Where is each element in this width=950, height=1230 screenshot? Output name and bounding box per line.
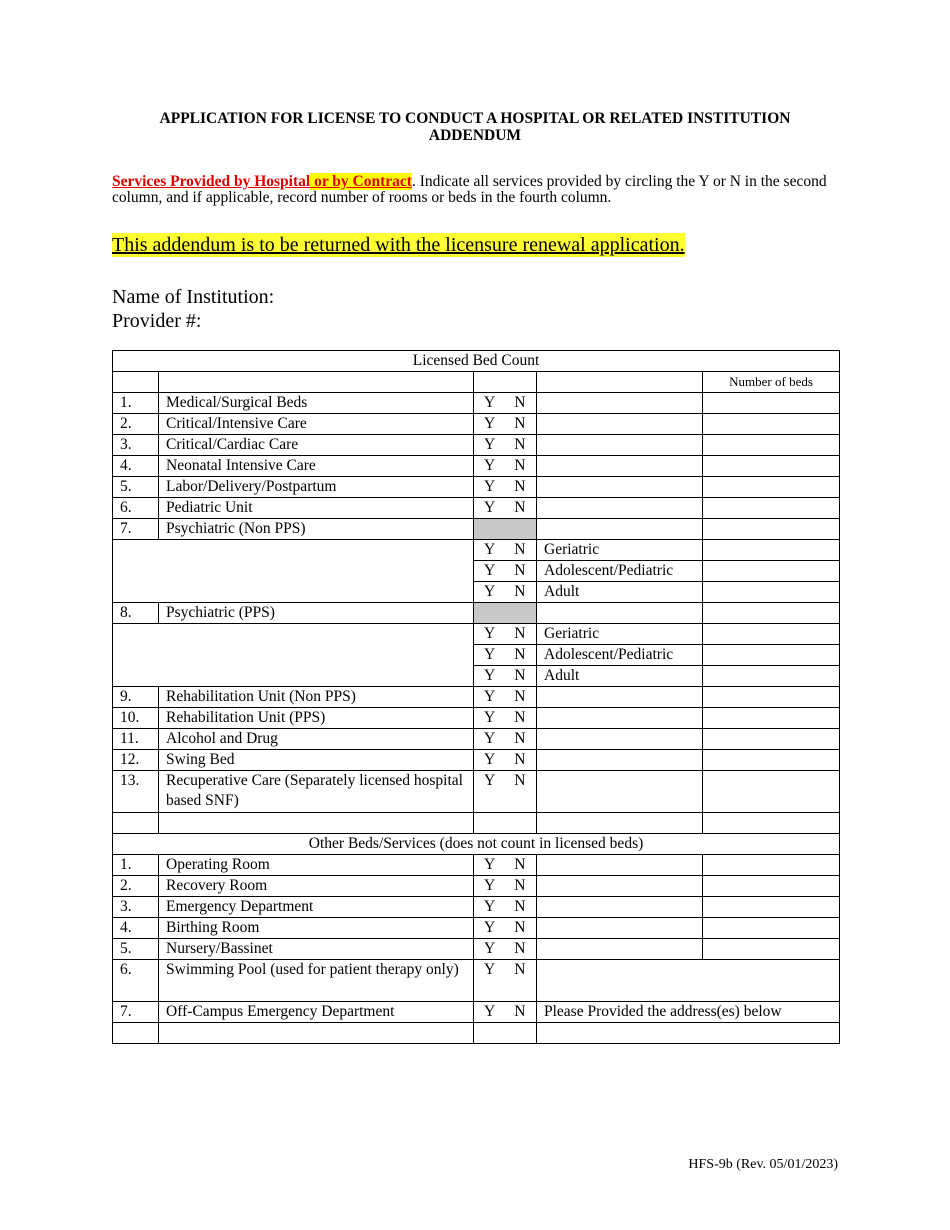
table-row xyxy=(113,603,840,624)
row-number: 5. xyxy=(113,477,159,498)
yes-option[interactable]: Y xyxy=(484,646,496,663)
yes-no-choice[interactable] xyxy=(474,414,537,435)
row-number: 1. xyxy=(113,393,159,414)
yes-no-choice[interactable] xyxy=(474,666,537,687)
row-label: Pediatric Unit xyxy=(159,498,474,519)
yes-no-choice[interactable] xyxy=(474,897,537,918)
sub-category-label: Adult xyxy=(537,582,703,603)
room-count-cell[interactable] xyxy=(537,477,703,498)
licensed-header-row xyxy=(113,351,840,372)
row-label: Rehabilitation Unit (PPS) xyxy=(159,708,474,729)
no-option[interactable]: N xyxy=(514,499,526,516)
no-option[interactable]: N xyxy=(514,961,526,978)
room-count-cell[interactable] xyxy=(537,939,703,960)
table-row xyxy=(113,855,840,876)
yes-no-choice[interactable] xyxy=(474,771,537,813)
no-option[interactable]: N xyxy=(514,1003,526,1020)
no-option[interactable]: N xyxy=(514,730,526,747)
table-row xyxy=(113,708,840,729)
table-row xyxy=(113,1002,840,1023)
beds-count-cell[interactable] xyxy=(703,582,840,603)
yes-no-choice[interactable] xyxy=(474,624,537,645)
room-count-cell[interactable] xyxy=(537,876,703,897)
room-count-cell[interactable] xyxy=(537,771,703,813)
yes-option[interactable]: Y xyxy=(484,541,496,558)
blank-cell xyxy=(537,813,703,834)
row-number: 2. xyxy=(113,414,159,435)
yes-no-choice[interactable] xyxy=(474,582,537,603)
provider-number-label: Provider #: xyxy=(112,310,202,332)
blank-cell xyxy=(537,372,703,393)
sub-category-label: Adult xyxy=(537,666,703,687)
yes-no-choice[interactable] xyxy=(474,708,537,729)
yes-no-choice[interactable] xyxy=(474,435,537,456)
page-title xyxy=(112,110,838,144)
beds-count-cell[interactable] xyxy=(703,645,840,666)
table-row xyxy=(113,393,840,414)
row-number: 5. xyxy=(113,939,159,960)
spacer-row xyxy=(113,813,840,834)
shaded-cell xyxy=(474,603,537,624)
beds-count-cell[interactable] xyxy=(703,876,840,897)
row-label: Operating Room xyxy=(159,855,474,876)
yes-no-choice[interactable] xyxy=(474,561,537,582)
row-number: 7. xyxy=(113,1002,159,1023)
table-row xyxy=(113,876,840,897)
yes-option[interactable]: Y xyxy=(484,709,496,726)
beds-count-cell[interactable] xyxy=(703,729,840,750)
blank-cell xyxy=(113,813,159,834)
blank-cell xyxy=(474,372,537,393)
room-count-cell[interactable] xyxy=(537,498,703,519)
no-option[interactable]: N xyxy=(514,625,526,642)
blank-cell xyxy=(474,813,537,834)
no-option[interactable]: N xyxy=(514,751,526,768)
room-count-cell[interactable] xyxy=(537,687,703,708)
merged-blank-cell xyxy=(113,624,474,687)
yes-option[interactable]: Y xyxy=(484,583,496,600)
table-row xyxy=(113,771,840,813)
blank-cell xyxy=(537,519,703,540)
yes-no-choice[interactable] xyxy=(474,960,537,1002)
services-provided-label: Services Provided by Hospital xyxy=(112,173,311,190)
yes-option[interactable]: Y xyxy=(484,751,496,768)
no-option[interactable]: N xyxy=(514,856,526,873)
yes-option[interactable]: Y xyxy=(484,415,496,432)
address-entry-row xyxy=(113,1023,840,1044)
beds-count-cell[interactable] xyxy=(703,624,840,645)
blank-cell xyxy=(159,1023,474,1044)
beds-count-cell[interactable] xyxy=(703,540,840,561)
room-count-cell[interactable] xyxy=(537,855,703,876)
yes-option[interactable]: Y xyxy=(484,478,496,495)
yes-no-choice[interactable] xyxy=(474,855,537,876)
row-label: Swing Bed xyxy=(159,750,474,771)
sub-category-label: Geriatric xyxy=(537,540,703,561)
return-notice: This addendum is to be returned with the licensure renewal application. xyxy=(112,234,685,256)
merged-blank-cell xyxy=(113,540,474,603)
bed-count-table xyxy=(112,350,840,1044)
row-number: 7. xyxy=(113,519,159,540)
no-option[interactable]: N xyxy=(514,478,526,495)
row-number: 6. xyxy=(113,498,159,519)
row-label: Critical/Cardiac Care xyxy=(159,435,474,456)
no-option[interactable]: N xyxy=(514,877,526,894)
beds-count-cell[interactable] xyxy=(703,414,840,435)
yes-no-choice[interactable] xyxy=(474,687,537,708)
room-count-cell[interactable] xyxy=(537,729,703,750)
yes-no-choice[interactable] xyxy=(474,393,537,414)
no-option[interactable]: N xyxy=(514,919,526,936)
blank-cell xyxy=(159,813,474,834)
beds-count-cell[interactable] xyxy=(703,855,840,876)
shaded-cell xyxy=(474,519,537,540)
by-contract-label: or by Contract xyxy=(310,173,412,190)
table-row xyxy=(113,540,840,561)
yes-no-choice[interactable] xyxy=(474,1002,537,1023)
row-number: 2. xyxy=(113,876,159,897)
yes-option[interactable]: Y xyxy=(484,499,496,516)
yes-option[interactable]: Y xyxy=(484,1003,496,1020)
yes-no-choice[interactable] xyxy=(474,498,537,519)
yes-option[interactable]: Y xyxy=(484,961,496,978)
beds-count-cell[interactable] xyxy=(703,456,840,477)
beds-count-cell[interactable] xyxy=(703,435,840,456)
table-row xyxy=(113,687,840,708)
row-label: Nursery/Bassinet xyxy=(159,939,474,960)
row-number: 11. xyxy=(113,729,159,750)
room-count-cell[interactable] xyxy=(537,414,703,435)
beds-count-cell[interactable] xyxy=(703,939,840,960)
room-count-cell[interactable] xyxy=(537,393,703,414)
no-option[interactable]: N xyxy=(514,562,526,579)
yes-option[interactable]: Y xyxy=(484,772,496,789)
row-label: Medical/Surgical Beds xyxy=(159,393,474,414)
no-option[interactable]: N xyxy=(514,898,526,915)
yes-option[interactable]: Y xyxy=(484,877,496,894)
yes-no-choice[interactable] xyxy=(474,456,537,477)
beds-count-cell[interactable] xyxy=(703,666,840,687)
yes-option[interactable]: Y xyxy=(484,688,496,705)
column-header-row xyxy=(113,372,840,393)
table-row xyxy=(113,456,840,477)
room-count-cell[interactable] xyxy=(537,918,703,939)
yes-no-choice[interactable] xyxy=(474,477,537,498)
beds-count-cell[interactable] xyxy=(703,687,840,708)
table-row xyxy=(113,750,840,771)
instructions-text: . Indicate all services provided by circling the Y or N in the second column, and if applicable, record number of rooms or beds in the fourth column. xyxy=(112,173,827,206)
blank-cell xyxy=(474,1023,537,1044)
yes-option[interactable]: Y xyxy=(484,667,496,684)
row-number: 10. xyxy=(113,708,159,729)
merged-entry-cell[interactable] xyxy=(537,960,840,1002)
sub-category-label: Adolescent/Pediatric xyxy=(537,645,703,666)
no-option[interactable]: N xyxy=(514,646,526,663)
beds-count-cell[interactable] xyxy=(703,561,840,582)
row-label: Off-Campus Emergency Department xyxy=(159,1002,474,1023)
table-row xyxy=(113,498,840,519)
row-label: Critical/Intensive Care xyxy=(159,414,474,435)
no-option[interactable]: N xyxy=(514,940,526,957)
sub-category-label: Adolescent/Pediatric xyxy=(537,561,703,582)
institution-name-label: Name of Institution: xyxy=(112,286,275,308)
intro-paragraph xyxy=(112,174,842,206)
beds-count-cell[interactable] xyxy=(703,498,840,519)
row-number: 4. xyxy=(113,456,159,477)
blank-cell xyxy=(113,1023,159,1044)
yes-no-choice[interactable] xyxy=(474,918,537,939)
beds-count-cell[interactable] xyxy=(703,771,840,813)
table-row xyxy=(113,918,840,939)
row-number: 1. xyxy=(113,855,159,876)
yes-no-choice[interactable] xyxy=(474,876,537,897)
row-label: Psychiatric (PPS) xyxy=(159,603,474,624)
no-option[interactable]: N xyxy=(514,688,526,705)
row-label: Recovery Room xyxy=(159,876,474,897)
row-label: Swimming Pool (used for patient therapy only) xyxy=(159,960,474,1002)
row-label: Rehabilitation Unit (Non PPS) xyxy=(159,687,474,708)
beds-count-cell[interactable] xyxy=(703,393,840,414)
row-number: 3. xyxy=(113,897,159,918)
table-row xyxy=(113,897,840,918)
table-row xyxy=(113,960,840,1002)
blank-cell xyxy=(703,519,840,540)
table-row xyxy=(113,414,840,435)
no-option[interactable]: N xyxy=(514,772,526,789)
room-count-cell[interactable] xyxy=(537,897,703,918)
row-label: Labor/Delivery/Postpartum xyxy=(159,477,474,498)
title-line-2: ADDENDUM xyxy=(428,127,522,144)
no-option[interactable]: N xyxy=(514,436,526,453)
room-count-cell[interactable] xyxy=(537,435,703,456)
no-option[interactable]: N xyxy=(514,541,526,558)
blank-cell xyxy=(113,372,159,393)
yes-option[interactable]: Y xyxy=(484,940,496,957)
no-option[interactable]: N xyxy=(514,583,526,600)
blank-cell xyxy=(159,372,474,393)
yes-option[interactable]: Y xyxy=(484,919,496,936)
beds-count-cell[interactable] xyxy=(703,897,840,918)
yes-no-choice[interactable] xyxy=(474,729,537,750)
address-entry-cell[interactable] xyxy=(537,1023,840,1044)
yes-option[interactable]: Y xyxy=(484,856,496,873)
room-count-cell[interactable] xyxy=(537,708,703,729)
other-header-row xyxy=(113,834,840,855)
title-line-1: APPLICATION FOR LICENSE TO CONDUCT A HOSPITAL OR RELATED INSTITUTION xyxy=(159,110,791,127)
row-number: 6. xyxy=(113,960,159,1002)
yes-option[interactable]: Y xyxy=(484,730,496,747)
table-row xyxy=(113,624,840,645)
yes-no-choice[interactable] xyxy=(474,750,537,771)
blank-cell xyxy=(703,603,840,624)
no-option[interactable]: N xyxy=(514,709,526,726)
beds-count-cell[interactable] xyxy=(703,708,840,729)
row-number: 8. xyxy=(113,603,159,624)
beds-count-cell[interactable] xyxy=(703,918,840,939)
row-label: Alcohol and Drug xyxy=(159,729,474,750)
table-row xyxy=(113,939,840,960)
row-number: 4. xyxy=(113,918,159,939)
no-option[interactable]: N xyxy=(514,415,526,432)
row-number: 12. xyxy=(113,750,159,771)
room-count-cell[interactable] xyxy=(537,456,703,477)
number-of-beds-header: Number of beds xyxy=(703,372,840,393)
yes-option[interactable]: Y xyxy=(484,394,496,411)
blank-cell xyxy=(703,813,840,834)
yes-option[interactable]: Y xyxy=(484,898,496,915)
row-number: 9. xyxy=(113,687,159,708)
address-note: Please Provided the address(es) below xyxy=(537,1002,840,1023)
table-row xyxy=(113,435,840,456)
yes-no-choice[interactable] xyxy=(474,939,537,960)
no-option[interactable]: N xyxy=(514,457,526,474)
row-label: Neonatal Intensive Care xyxy=(159,456,474,477)
form-revision-footer: HFS-9b (Rev. 05/01/2023) xyxy=(688,1157,838,1172)
other-services-header: Other Beds/Services (does not count in licensed beds) xyxy=(113,834,840,855)
row-label: Psychiatric (Non PPS) xyxy=(159,519,474,540)
room-count-cell[interactable] xyxy=(537,750,703,771)
row-number: 3. xyxy=(113,435,159,456)
yes-option[interactable]: Y xyxy=(484,457,496,474)
yes-option[interactable]: Y xyxy=(484,625,496,642)
beds-count-cell[interactable] xyxy=(703,750,840,771)
table-row xyxy=(113,729,840,750)
blank-cell xyxy=(537,603,703,624)
licensed-bed-count-header: Licensed Bed Count xyxy=(113,351,840,372)
no-option[interactable]: N xyxy=(514,394,526,411)
table-row xyxy=(113,519,840,540)
sub-category-label: Geriatric xyxy=(537,624,703,645)
row-label: Birthing Room xyxy=(159,918,474,939)
yes-no-choice[interactable] xyxy=(474,645,537,666)
yes-option[interactable]: Y xyxy=(484,436,496,453)
row-label: Recuperative Care (Separately licensed hospital based SNF) xyxy=(159,771,474,813)
yes-option[interactable]: Y xyxy=(484,562,496,579)
no-option[interactable]: N xyxy=(514,667,526,684)
yes-no-choice[interactable] xyxy=(474,540,537,561)
beds-count-cell[interactable] xyxy=(703,477,840,498)
row-number: 13. xyxy=(113,771,159,813)
table-row xyxy=(113,477,840,498)
row-label: Emergency Department xyxy=(159,897,474,918)
